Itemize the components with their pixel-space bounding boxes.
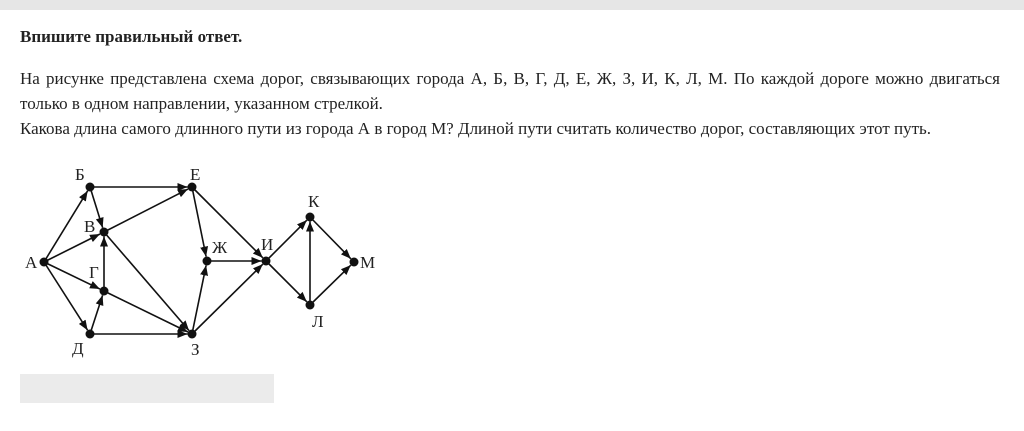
node-label-m: М — [360, 253, 376, 272]
task-paragraph-2: Какова длина самого длинного пути из города А в город М? Длиной пути считать количество дорог, составляющих этот путь. — [20, 119, 932, 138]
node-label-d: Д — [72, 339, 84, 358]
edge-v-e — [104, 189, 188, 232]
node-label-i: И — [261, 235, 274, 254]
node-z — [188, 330, 197, 339]
answer-input[interactable] — [20, 374, 274, 403]
node-label-zh: Ж — [212, 238, 228, 257]
task-text — [20, 66, 1000, 141]
node-a — [40, 258, 49, 267]
edge-e-zh — [192, 187, 206, 257]
road-graph-diagram — [0, 150, 400, 365]
node-label-a: А — [25, 253, 38, 272]
edge-z-zh — [192, 265, 206, 334]
node-label-l: Л — [312, 312, 324, 331]
edge-g-z — [104, 291, 188, 332]
top-bar — [0, 0, 1024, 10]
edge-k-m — [310, 217, 351, 259]
edge-l-m — [310, 265, 351, 305]
node-g — [100, 287, 109, 296]
edge-e-i — [192, 187, 263, 258]
node-label-v: В — [84, 217, 96, 236]
node-l — [306, 301, 315, 310]
node-v — [100, 228, 109, 237]
node-label-z: З — [191, 340, 200, 359]
edge-i-l — [266, 261, 307, 302]
edge-z-i — [192, 264, 263, 334]
node-b — [86, 183, 95, 192]
instruction-heading: Впишите правильный ответ. — [20, 27, 243, 46]
node-label-g: Г — [89, 263, 99, 282]
edge-d-g — [90, 295, 103, 334]
graph-edges — [44, 187, 351, 334]
task-paragraph-1: На рисунке представлена схема дорог, связывающих города А, Б, В, Г, Д, Е, Ж, З, И, К, Л, М. По каждой дороге можно двигаться только в одном направлении, указанном стрелкой. — [20, 69, 1000, 113]
node-k — [306, 213, 315, 222]
node-label-k: К — [308, 192, 320, 211]
edge-v-z — [104, 232, 189, 331]
node-label-b: Б — [75, 165, 85, 184]
node-label-e: Е — [190, 165, 201, 184]
node-zh — [203, 257, 212, 266]
node-m — [350, 258, 359, 267]
node-d — [86, 330, 95, 339]
node-i — [262, 257, 271, 266]
